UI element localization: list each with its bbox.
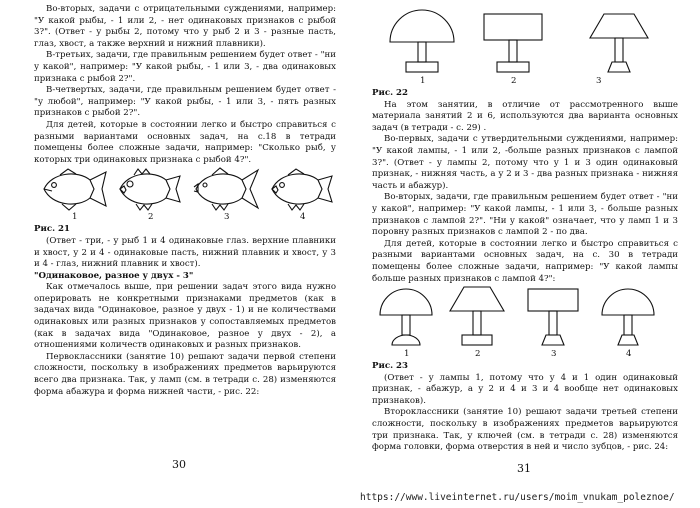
- figure-label: 4: [626, 349, 632, 360]
- lamp-2: [450, 287, 504, 345]
- paragraph: В-третьих, задачи, где правильным решением будет ответ - "ни у какой", например: "У какой рыбы, - 1 или 3, - два одинаковых признака с рыбой 2?".: [34, 50, 336, 84]
- figure-label: 2: [511, 76, 517, 86]
- figure-caption: Рис. 23: [372, 361, 409, 372]
- fish-1: [44, 169, 106, 210]
- figure-label: 2: [475, 349, 481, 360]
- figure-label: 3: [224, 212, 230, 223]
- figure-23-lamps: [372, 285, 678, 349]
- answer-paragraph: (Ответ - у лампы 1, потому что у 4 и 1 один одинаковый признак, - абажур, а у 2 и 4 и 3 и 4 вообще нет одинаковых признаков).: [372, 372, 678, 406]
- figure-21-fish: [34, 166, 334, 212]
- figure-label: 2: [148, 212, 154, 223]
- paragraph: Во-вторых, задачи, где правильным решением будет ответ - "ни у какой", например: "У какой лампы, - 1 или 3, - больше разных признаков с лампой 2?". "Ни у какой" означает, что у ламп 1 и 3 поровну разных признаков с лампой 2 - по два.: [372, 192, 678, 238]
- fish-2: [120, 169, 180, 210]
- paragraph: Для детей, которые в состоянии легко и быстро справиться с разными вариантами основных задач, на с. 30 в тетради помещены более сложные задачи, например: "У какой лампы больше разных признаков с лампой 4?":: [372, 238, 678, 284]
- lamp-3: [528, 289, 578, 345]
- figure-label: 4: [300, 212, 306, 223]
- figure-23-labels: [372, 349, 678, 361]
- lamp-1: [380, 289, 432, 345]
- paragraph: Второклассники (занятие 10) решают задачи третьей степени сложности, поскольку в изображениях предметов варьируются три признака. Так, у ключей (см. в тетради с. 28) изменяются форма головки, форма отверстия в ней и число зубцов, - рис. 24:: [372, 407, 678, 453]
- paragraph: В-четвертых, задачи, где правильным решением будет ответ - "у любой", например: "У какой рыбы, - 1 или 3, - пять разных признаков с рыбой 2?".: [34, 85, 336, 119]
- paragraph: Первоклассники (занятие 10) решают задачи первой степени сложности, поскольку в изображениях предметов варьируются всего два признака. Так, у ламп (см. в тетради с. 28) изменяются форма абажура и форма нижней части, - рис. 22:: [34, 351, 336, 397]
- paragraph: Для детей, которые в состоянии легко и быстро справиться с разными вариантами основных задач, на с.18 в тетради помещены более сложные задачи, например: "Сколько рыб, у которых три одинаковых признака с рыбой 4?".: [34, 119, 336, 165]
- figure-22-labels: [372, 76, 678, 88]
- fish-4: [272, 169, 332, 210]
- fish-3: [194, 168, 258, 210]
- figure-caption: Рис. 22: [372, 88, 409, 98]
- figure-21-labels: [34, 212, 336, 224]
- right-page: [350, 0, 700, 508]
- page-number: 30: [172, 458, 186, 471]
- lamp-2: [484, 14, 542, 72]
- figure-caption: Рис. 21: [34, 224, 71, 235]
- answer-paragraph: (Ответ - три, - у рыб 1 и 4 одинаковые глаз. верхние плавники и хвост, у 2 и 4 - одинаковые пасть, нижний плавник и хвост, у 3 и 4 - глаз, нижний плавник и хвост).: [34, 235, 336, 270]
- lamp-4: [602, 289, 654, 345]
- lamp-1: [390, 10, 454, 72]
- paragraph: На этом занятии, в отличие от рассмотренного выше материала занятий 2 и 6, используются два варианта основных задач (в тетради - с. 29) .: [372, 99, 678, 133]
- watermark-url: https://www.liveinternet.ru/users/moim_vnukam_poleznoe/: [360, 492, 675, 503]
- paragraph: Во-первых, задачи с утвердительными суждениями, например: "У какой лампы, - 1 или 2, -больше разных признаков с лампой 3?". (Ответ - у лампы 2, потому что у 1 и 3 один одинаковый признак, - нижняя часть, а у 2 и 3 - два разных признака - нижняя часть и абажур).: [372, 134, 678, 191]
- paragraph: Как отмечалось выше, при решении задач этого вида нужно оперировать не конкретными признаками предметов (как в задачах вида "Одинаковое, разное у двух - 1) и не количествами одинаковых или разных признаков у сопоставляемых предметов (как в задачах вида "Одинаковое, разное у двух - 2), а отношениями количеств одинаковых и разных признаков.: [34, 282, 336, 351]
- figure-label: 3: [551, 349, 557, 360]
- lamp-3: [590, 14, 648, 72]
- figure-label: 1: [404, 349, 410, 360]
- paragraph: Во-вторых, задачи с отрицательными суждениями, например: "У какой рыбы, - 1 или 2, - нет одинаковых признаков с рыбой 3?". (Ответ - у рыбы 2, потому что у рыб 2 и 3 - разные пасть, глаз, хвост, а также верхний и нижний плавники).: [34, 4, 336, 49]
- page-number: 31: [517, 462, 531, 475]
- figure-22-lamps: [372, 4, 678, 76]
- figure-label: 3: [596, 76, 602, 86]
- figure-label: 1: [420, 76, 426, 86]
- section-title: "Одинаковое, разное у двух - 3": [34, 270, 194, 281]
- figure-label: 1: [72, 212, 78, 223]
